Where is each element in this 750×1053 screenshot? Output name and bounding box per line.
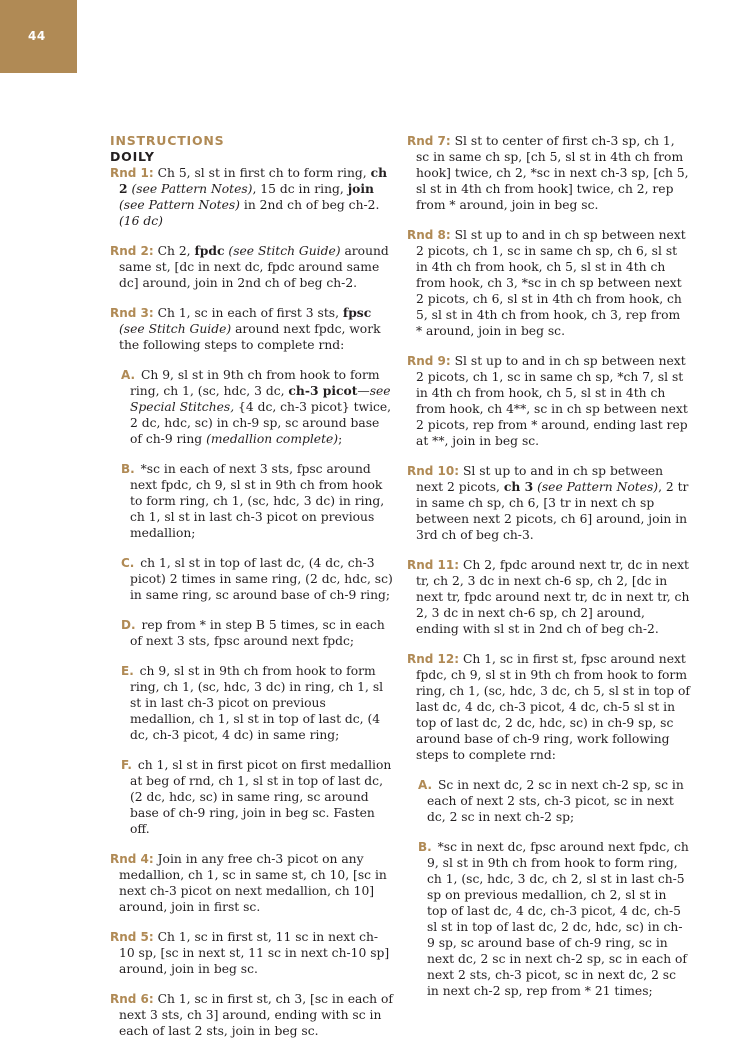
round-3-step-e: E. ch 9, sl st in 9th ch from hook to form ring, ch 1, (sc, hdc, 3 dc) in ring, ch 1, sl st in last ch-3 picot on previous medallion, ch 1, sl st in top of last dc, (4 dc, ch-3 picot, 4 dc) in same ring; xyxy=(121,664,384,742)
round-3-step-c: C. ch 1, sl st in top of last dc, (4 dc, ch-3 picot) 2 times in same ring, (2 dc, hdc, sc) in same ring, sc around base of ch-9 ring; xyxy=(121,556,393,602)
round-2: Rnd 2: Ch 2, fpdc (see Stitch Guide) around same st, [dc in next dc, fpdc around same dc] around, join in 2nd ch of beg ch-2. xyxy=(110,243,389,290)
round-9: Rnd 9: Sl st up to and in ch sp between next 2 picots, ch 1, sc in same ch sp, *ch 7, sl st in 4th ch from hook, ch 5, sl st in 4th ch from hook, ch 4**, sc in ch sp between next 2 picots, rep from * around, ending last rep at **, join in beg sc. xyxy=(407,354,688,448)
round-7: Rnd 7: Sl st to center of first ch-3 sp, ch 1, sc in same ch sp, [ch 5, sl st in 4th ch from hook] twice, ch 2, *sc in next ch-3 sp, [ch 5, sl st in 4th ch from hook] twice, ch 2, rep from * around, join in beg sc. xyxy=(407,134,689,212)
page-number: 44 xyxy=(28,29,46,43)
round-10: Rnd 10: Sl st up to and in ch sp between next 2 picots, ch 3 (see Pattern Notes), 2 tr in same ch sp, ch 6, [3 tr in next ch sp between next 2 picots, ch 6] around, join in 3rd ch of beg ch-3. xyxy=(407,464,689,542)
round-12-step-a: A. Sc in next dc, 2 sc in next ch-2 sp, sc in each of next 2 sts, ch-3 picot, sc in next dc, 2 sc in next ch-2 sp; xyxy=(418,778,684,824)
section-heading: INSTRUCTIONS xyxy=(110,133,225,148)
round-1: Rnd 1: Ch 5, sl st in first ch to form ring, ch 2 (see Pattern Notes), 15 dc in ring, join (see Pattern Notes) in 2nd ch of beg ch-2. (16 dc) xyxy=(110,165,388,228)
left-column xyxy=(110,133,393,1053)
round-11: Rnd 11: Ch 2, fpdc around next tr, dc in next tr, ch 2, 3 dc in next ch-6 sp, ch 2, [dc in next tr, fpdc around next tr, dc in next tr, ch 2, 3 dc in next ch-6 sp, ch 2] around, ending with sl st in 2nd ch of beg ch-2. xyxy=(407,558,690,636)
round-12-step-b: B. *sc in next dc, fpsc around next fpdc, ch 9, sl st in 9th ch from hook to form ring, ch 1, (sc, hdc, 3 dc, ch 2, sl st in last ch-5 sp on previous medallion, ch 2, sl st in top of last dc, 4 dc, ch-3 picot, 4 dc, ch-5 sl st in top of last dc, 2 dc, hdc, sc) in ch-9 sp, sc around base of ch-9 ring, sc in next dc, 2 sc in next ch-2 sp, sc in each of next 2 sts, ch-3 picot, sc in next dc, 2 sc in next ch-2 sp, rep from * 21 times; xyxy=(418,840,689,998)
round-3-step-b: B. *sc in each of next 3 sts, fpsc around next fpdc, ch 9, sl st in 9th ch from hook to form ring, ch 1, (sc, hdc, 3 dc) in ring, ch 1, sl st in last ch-3 picot on previous medallion; xyxy=(121,462,385,540)
round-3-step-d: D. rep from * in step B 5 times, sc in each of next 3 sts, fpsc around next fpdc; xyxy=(121,618,385,648)
round-8: Rnd 8: Sl st up to and in ch sp between next 2 picots, ch 1, sc in same ch sp, ch 6, sl st in 4th ch from hook, ch 5, sl st in 4th ch from hook, ch 3, *sc in ch sp between next 2 picots, ch 6, sl st in 4th ch from hook, ch 5, sl st in 4th ch from hook, ch 3, rep from * around, join in beg sc. xyxy=(407,228,686,338)
round-6: Rnd 6: Ch 1, sc in first st, ch 3, [sc in each of next 3 sts, ch 3] around, ending with sc in each of last 2 sts, join in beg sc. xyxy=(110,992,393,1038)
subsection-heading: DOILY xyxy=(110,149,155,164)
round-3-step-a: A. Ch 9, sl st in 9th ch from hook to form ring, ch 1, (sc, hdc, 3 dc, ch-3 picot—see Special Stitches, {4 dc, ch-3 picot} twice, 2 dc, hdc, sc) in ch-9 sp, sc around base of ch-9 ring (medallion complete); xyxy=(121,368,392,446)
round-5: Rnd 5: Ch 1, sc in first st, 11 sc in next ch-10 sp, [sc in next st, 11 sc in next ch-10 sp] around, join in beg sc. xyxy=(110,930,390,976)
round-12: Rnd 12: Ch 1, sc in first st, fpsc around next fpdc, ch 9, sl st in 9th ch from hook to form ring, ch 1, (sc, hdc, 3 dc, ch 5, sl st in top of last dc, 4 dc, ch-3 picot, 4 dc, ch-5 sl st in top of last dc, 2 dc, hdc, sc) in ch-9 sp, sc around base of ch-9 ring, work following steps to complete rnd: xyxy=(407,652,690,762)
page-number-tab xyxy=(0,0,77,73)
right-column xyxy=(407,133,690,1013)
round-3-step-f: F. ch 1, sl st in first picot on first medallion at beg of rnd, ch 1, sl st in top of last dc, (2 dc, hdc, sc) in same ring, sc around base of ch-9 ring, join in beg sc. Fasten off. xyxy=(121,758,392,836)
round-4: Rnd 4: Join in any free ch-3 picot on any medallion, ch 1, sc in same st, ch 10, [sc in next ch-3 picot on next medallion, ch 10] around, join in first sc. xyxy=(110,852,387,914)
round-3: Rnd 3: Ch 1, sc in each of first 3 sts, fpsc (see Stitch Guide) around next fpdc, work the following steps to complete rnd: xyxy=(110,305,381,352)
